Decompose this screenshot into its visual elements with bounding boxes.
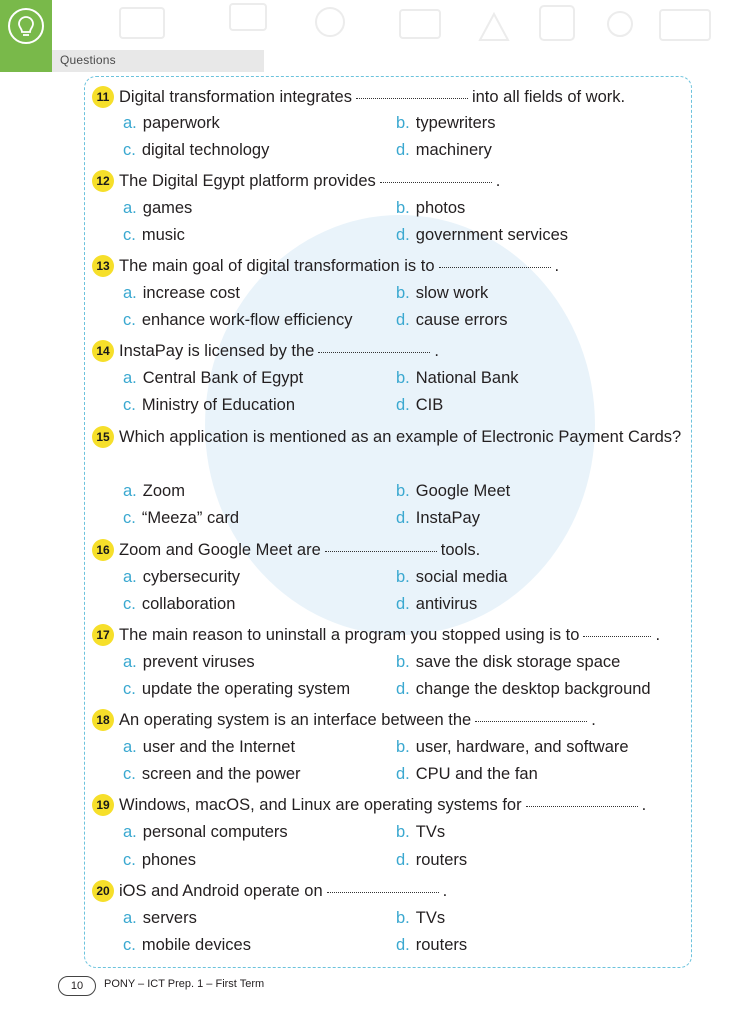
option-letter: a.: [123, 284, 137, 302]
option-text: save the disk storage space: [415, 653, 621, 671]
answer-option: [123, 197, 192, 219]
option-letter: b.: [396, 284, 410, 302]
option-letter: c.: [123, 680, 136, 698]
option-text: phones: [141, 851, 196, 869]
option-text: change the desktop background: [415, 680, 651, 698]
answer-option: [396, 480, 510, 502]
question-text: [119, 792, 646, 819]
option-text: paperwork: [142, 114, 220, 132]
option-letter: c.: [123, 936, 136, 954]
option-letter: a.: [123, 482, 137, 500]
option-text: user, hardware, and software: [415, 738, 629, 756]
question-text: [119, 253, 559, 280]
option-letter: d.: [396, 936, 410, 954]
option-text: slow work: [415, 284, 489, 302]
option-text: social media: [415, 568, 508, 586]
option-text: personal computers: [142, 823, 288, 841]
option-letter: d.: [396, 851, 410, 869]
answer-option: [123, 934, 251, 956]
option-text: routers: [415, 936, 468, 954]
option-letter: b.: [396, 823, 410, 841]
answer-option: [123, 763, 301, 785]
question-stem: Windows, macOS, and Linux are operating systems for: [119, 795, 522, 814]
option-letter: b.: [396, 199, 410, 217]
option-letter: c.: [123, 509, 136, 527]
option-letter: a.: [123, 568, 137, 586]
option-letter: c.: [123, 226, 136, 244]
answer-option: [396, 197, 465, 219]
option-text: cause errors: [415, 311, 508, 329]
answer-option: [396, 736, 629, 758]
answer-option: [123, 367, 303, 389]
answer-blank: [439, 267, 551, 268]
question-stem-end: .: [641, 795, 647, 814]
option-letter: a.: [123, 909, 137, 927]
option-text: cybersecurity: [142, 568, 240, 586]
answer-blank: [526, 806, 638, 807]
answer-blank: [318, 352, 430, 353]
question-stem: The main goal of digital transformation is to: [119, 256, 435, 275]
option-text: machinery: [415, 141, 492, 159]
option-letter: d.: [396, 311, 410, 329]
answer-option: [123, 593, 235, 615]
answer-option: [123, 566, 240, 588]
option-text: typewriters: [415, 114, 496, 132]
question-number-badge: 14: [92, 340, 114, 362]
answer-option: [396, 224, 568, 246]
page-number: 10: [58, 976, 96, 996]
answer-option: [396, 651, 620, 673]
question-text: [119, 878, 447, 905]
option-letter: a.: [123, 369, 137, 387]
option-letter: c.: [123, 311, 136, 329]
answer-blank: [325, 551, 437, 552]
option-text: screen and the power: [141, 765, 301, 783]
option-letter: d.: [396, 226, 410, 244]
answer-option: [396, 566, 507, 588]
option-letter: a.: [123, 114, 137, 132]
question-stem-end: .: [591, 710, 596, 729]
answer-option: [396, 112, 496, 134]
option-letter: b.: [396, 482, 410, 500]
option-text: CIB: [415, 396, 444, 414]
option-text: digital technology: [141, 141, 270, 159]
option-letter: a.: [123, 199, 137, 217]
option-text: routers: [415, 851, 468, 869]
answer-option: [123, 394, 295, 416]
option-text: government services: [415, 226, 568, 244]
question-text: [119, 622, 660, 649]
question-number-badge: 17: [92, 624, 114, 646]
option-letter: b.: [396, 114, 410, 132]
question-text: [119, 168, 500, 195]
question-stem: iOS and Android operate on: [119, 881, 323, 900]
option-letter: c.: [123, 396, 136, 414]
option-letter: d.: [396, 765, 410, 783]
option-text: mobile devices: [141, 936, 251, 954]
question-stem: An operating system is an interface between the: [119, 710, 472, 729]
option-letter: d.: [396, 595, 410, 613]
option-text: InstaPay: [415, 509, 480, 527]
option-text: Zoom: [142, 482, 185, 500]
option-letter: b.: [396, 738, 410, 756]
option-letter: a.: [123, 823, 137, 841]
answer-option: [396, 934, 467, 956]
option-text: user and the Internet: [142, 738, 296, 756]
option-text: increase cost: [142, 284, 240, 302]
answer-option: [123, 480, 185, 502]
question-stem: The Digital Egypt platform provides: [119, 171, 376, 190]
option-letter: c.: [123, 595, 136, 613]
option-letter: d.: [396, 680, 410, 698]
question-number-badge: 13: [92, 255, 114, 277]
answer-option: [396, 678, 651, 700]
section-label: Questions: [60, 53, 116, 67]
question-stem-end: .: [554, 256, 560, 275]
answer-blank: [327, 892, 439, 893]
option-letter: a.: [123, 653, 137, 671]
answer-option: [123, 309, 352, 331]
question-text: [119, 338, 439, 365]
option-letter: b.: [396, 653, 410, 671]
option-letter: d.: [396, 509, 410, 527]
answer-option: [123, 849, 196, 871]
option-text: “Meeza” card: [141, 509, 240, 527]
option-text: servers: [142, 909, 197, 927]
question-number-badge: 20: [92, 880, 114, 902]
option-text: TVs: [415, 909, 446, 927]
option-letter: b.: [396, 568, 410, 586]
option-text: music: [141, 226, 185, 244]
question-stem: Digital transformation integrates: [119, 87, 352, 106]
question-number-badge: 19: [92, 794, 114, 816]
question-number-badge: 15: [92, 426, 114, 448]
option-letter: c.: [123, 141, 136, 159]
answer-option: [123, 139, 269, 161]
option-text: games: [142, 199, 193, 217]
answer-option: [396, 282, 488, 304]
option-text: antivirus: [415, 595, 478, 613]
answer-option: [123, 678, 350, 700]
question-stem-end: .: [495, 171, 501, 190]
option-letter: a.: [123, 738, 137, 756]
answer-option: [123, 224, 185, 246]
question-stem-end: .: [655, 625, 661, 644]
option-letter: b.: [396, 909, 410, 927]
answer-option: [396, 849, 467, 871]
question-stem-end: into all fields of work.: [471, 87, 626, 106]
option-letter: b.: [396, 369, 410, 387]
answer-option: [123, 907, 197, 929]
answer-option: [396, 821, 445, 843]
option-text: update the operating system: [141, 680, 351, 698]
question-text: [119, 707, 596, 734]
answer-option: [396, 139, 492, 161]
question-number-badge: 18: [92, 709, 114, 731]
option-text: TVs: [415, 823, 446, 841]
option-text: CPU and the fan: [415, 765, 538, 783]
question-text: [119, 84, 625, 111]
answer-blank: [583, 636, 651, 637]
question-number-badge: 11: [92, 86, 114, 108]
option-text: collaboration: [141, 595, 236, 613]
answer-option: [396, 907, 445, 929]
answer-option: [123, 112, 220, 134]
answer-option: [396, 367, 519, 389]
option-text: Ministry of Education: [141, 396, 295, 414]
option-text: prevent viruses: [142, 653, 255, 671]
option-text: Central Bank of Egypt: [142, 369, 304, 387]
answer-option: [396, 593, 477, 615]
answer-blank: [356, 98, 468, 99]
option-text: enhance work-flow efficiency: [141, 311, 353, 329]
answer-option: [123, 282, 240, 304]
question-stem-end: tools.: [440, 540, 481, 559]
answer-option: [396, 394, 443, 416]
option-letter: c.: [123, 765, 136, 783]
answer-option: [396, 309, 507, 331]
option-text: Google Meet: [415, 482, 511, 500]
question-stem-end: .: [442, 881, 448, 900]
question-text: [119, 537, 480, 564]
question-stem: InstaPay is licensed by the: [119, 341, 315, 360]
answer-option: [396, 763, 538, 785]
footer-book-title: PONY – ICT Prep. 1 – First Term: [104, 978, 265, 990]
question-text: Which application is mentioned as an example of Electronic Payment Cards?: [119, 427, 682, 446]
question-stem: Zoom and Google Meet are: [119, 540, 321, 559]
answer-blank: [475, 721, 587, 722]
answer-option: [123, 821, 288, 843]
option-letter: d.: [396, 141, 410, 159]
answer-option: [123, 651, 255, 673]
answer-blank: [380, 182, 492, 183]
question-stem-end: .: [434, 341, 439, 360]
question-number-badge: 12: [92, 170, 114, 192]
question-stem: The main reason to uninstall a program you stopped using is to: [119, 625, 580, 644]
answer-option: [123, 507, 239, 529]
option-text: photos: [415, 199, 466, 217]
answer-option: [123, 736, 295, 758]
question-number-badge: 16: [92, 539, 114, 561]
option-text: National Bank: [415, 369, 519, 387]
option-letter: c.: [123, 851, 136, 869]
answer-option: [396, 507, 480, 529]
option-letter: d.: [396, 396, 410, 414]
